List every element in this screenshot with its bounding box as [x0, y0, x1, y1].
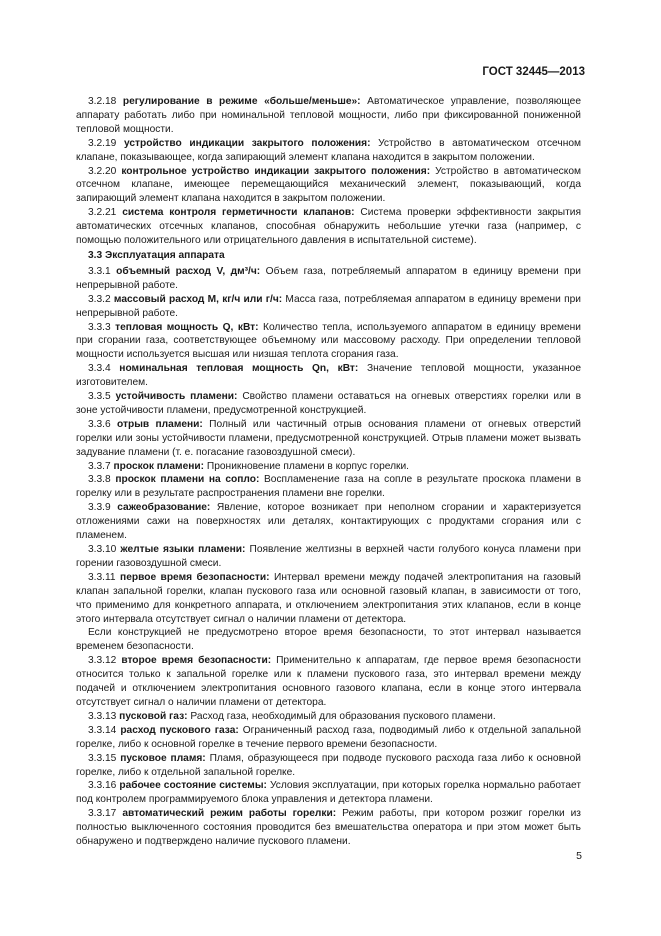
- term: проскок пламени:: [113, 460, 205, 472]
- term: устойчивость пламени:: [115, 391, 238, 403]
- definition-3-3-17: [76, 807, 581, 849]
- definition-3-3-12: [76, 654, 581, 710]
- definition-3-3-6: [76, 418, 581, 460]
- term: пусковое пламя:: [120, 752, 206, 764]
- definition-3-3-8: [76, 473, 581, 501]
- definition-text: Интервал времени между подачей электропитания на газовый клапан запальной горелки, клапан пускового газа или основной газовый клапан, в зависимости от того, что применимо для конкретного аппарата, и отключением электропитания этих клапанов, если в конце этого интервала отсутствует сигнал о наличии пламени от детектора.: [76, 571, 582, 625]
- term: желтые языки пламени:: [120, 544, 246, 555]
- definition-text: Масса газа, потребляемая аппаратом в единицу времени при непрерывной работе.: [76, 293, 581, 319]
- term: устройство индикации закрытого положения:: [123, 137, 371, 149]
- term: проскок пламени на сопло:: [115, 474, 260, 486]
- clause-number: 3.2.21: [88, 207, 117, 219]
- definition-3-2-20: [76, 165, 581, 207]
- term: второе время безопасности:: [121, 655, 272, 667]
- definition-3-3-9: [76, 501, 581, 543]
- clause-number: 3.3.17: [88, 808, 117, 820]
- clause-number: 3.3.3: [88, 321, 111, 333]
- term: первое время безопасности:: [120, 571, 270, 583]
- definition-text: Ограниченный расход газа, подводимый либо к отдельной запальной горелке, либо к основной горелке в течение первого времени безопасности.: [76, 724, 582, 750]
- definition-text: Система проверки эффективности закрытия автоматических отсечных клапанов, способная обнаружить небольшие утечки газа (например, с помощью положительного или отрицательного давления в испытательной системе).: [76, 207, 582, 247]
- clause-number: 3.3.11: [88, 571, 116, 583]
- definition-text: Устройство в автоматическом отсечном клапане, показывающее, когда запирающий элемент клапана находится в закрытом положении.: [76, 137, 581, 163]
- definition-text: Свойство пламени оставаться на огневых отверстиях горелки или в зоне устойчивости пламени, предусмотренной конструкцией.: [76, 391, 581, 416]
- definition-text: Расход газа, необходимый для образования пускового пламени.: [187, 710, 496, 722]
- clause-number: 3.3.2: [88, 293, 111, 305]
- definition-text: Если конструкцией не предусмотрено второе время безопасности, то этот интервал называется временем безопасности.: [76, 627, 581, 653]
- term: контрольное устройство индикации закрытого положения:: [121, 165, 431, 177]
- clause-number: 3.3.10: [88, 544, 117, 555]
- definition-3-3-16: [76, 779, 581, 807]
- definition-3-3-5: [76, 390, 581, 418]
- document-body: [76, 95, 581, 849]
- definition-text: Количество тепла, используемого аппаратом в единицу времени при сгорании газа, соответствующее объемному или массовому расходу. При определении тепловой мощности используется высшая или низшая теплота сгорания газа.: [76, 321, 581, 361]
- term: номинальная тепловая мощность Qn, кВт:: [119, 363, 359, 375]
- term: автоматический режим работы горелки:: [122, 808, 337, 820]
- clause-number: 3.3.4: [88, 363, 111, 375]
- clause-number: 3.2.18: [88, 96, 117, 107]
- clause-number: 3.3.5: [88, 391, 111, 403]
- clause-number: 3.2.20: [88, 165, 117, 177]
- clause-number: 3.3.16: [88, 780, 117, 792]
- clause-number: 3.3.14: [88, 724, 117, 736]
- definition-text: Условия эксплуатации, при которых горелка нормально работает под контролем программируемого блока управления и детектора пламени.: [76, 780, 581, 806]
- term: объемный расход V, дм³/ч:: [116, 265, 261, 277]
- definition-3-3-10: [76, 543, 581, 571]
- definition-3-3-7: [76, 460, 581, 474]
- definition-3-3-1: [76, 265, 581, 293]
- clause-number: 3.3.1: [88, 265, 111, 277]
- definition-text: Появление желтизны в верхней части голубого конуса пламени при горении газовоздушной смеси.: [76, 544, 581, 569]
- term: пусковой газ:: [119, 710, 188, 722]
- definition-3-3-2: [76, 293, 581, 321]
- term: регулирование в режиме «больше/меньше»:: [122, 96, 361, 107]
- definition-3-3-3: [76, 321, 581, 363]
- definition-text: Явление, которое возникает при неполном сгорании и характеризуется отложениями сажи на поверхностях или деталях, контактирующих с продуктами сгорания или с пламенем.: [76, 502, 581, 542]
- definition-text: Проникновение пламени в корпус горелки.: [204, 460, 409, 472]
- term: отрыв пламени:: [117, 418, 203, 430]
- clause-number: 3.3.15: [88, 752, 117, 764]
- definition-text: Автоматическое управление, позволяющее аппарату работать либо при номинальной тепловой мощности, либо при фиксированной пониженной тепловой мощности.: [76, 96, 582, 135]
- definition-text: Пламя, образующееся при подводе пускового расхода газа либо к основной горелке, либо к отдельной запальной горелке.: [76, 752, 581, 778]
- clause-number: 3.3.9: [88, 502, 111, 514]
- section-heading: 3.3 Эксплуатация аппарата: [88, 249, 225, 261]
- term: расход пускового газа:: [120, 724, 239, 736]
- definition-text: Полный или частичный отрыв основания пламени от огневых отверстий горелки или зоны устойчивости пламени, предусмотренной конструкцией. Отрыв пламени может вызвать задувание пламени (т. е. погасание газовоздушной смеси).: [76, 418, 581, 458]
- clause-number: 3.2.19: [88, 137, 117, 149]
- clause-number: 3.3.7: [88, 460, 111, 472]
- clause-number: 3.3.6: [88, 418, 111, 430]
- definition-3-2-19: [76, 137, 581, 165]
- page-number: 5: [576, 850, 582, 862]
- term: массовый расход M, кг/ч или г/ч:: [113, 293, 283, 305]
- definition-3-2-21: [76, 206, 581, 248]
- clause-number: 3.3.8: [88, 474, 111, 486]
- clause-number: 3.3.13: [88, 710, 117, 722]
- clause-number: 3.3.12: [88, 655, 117, 667]
- definition-3-3-11: [76, 571, 581, 627]
- term: система контроля герметичности клапанов:: [122, 207, 355, 219]
- definition-3-3-4: [76, 362, 581, 390]
- term: тепловая мощность Q, кВт:: [115, 321, 259, 333]
- definition-text: Объем газа, потребляемый аппаратом в единицу времени при непрерывной работе.: [76, 265, 581, 291]
- definition-text: Значение тепловой мощности, указанное изготовителем.: [76, 363, 581, 389]
- definition-text: Воспламенение газа на сопле в результате проскока пламени в горелку или в результате распространения пламени вне горелки.: [76, 474, 581, 500]
- document-header: ГОСТ 32445—2013: [482, 66, 585, 78]
- definition-text: Применительно к аппаратам, где первое время безопасности относится только к запальной горелке или к пламени пускового газа, это интервал времени между подачей и отключением электропитания основного газового клапана, если в конце этого интервала отсутствует сигнал о наличии пламени от детектора.: [76, 655, 581, 708]
- definition-3-3-13: [76, 710, 581, 724]
- definition-text: Устройство в автоматическом отсечном клапане, имеющее перемещающийся механический элемент, показывающий, когда запирающий элемент клапана находится в закрытом положении.: [76, 165, 581, 205]
- definition-3-3-14: [76, 724, 581, 752]
- definition-text: Режим работы, при котором розжиг горелки из полностью выключенного состояния проводится без вмешательства оператора и при этом может быть обнаружено и подтверждено наличие пускового пламени.: [76, 808, 581, 848]
- note-paragraph: [76, 626, 581, 654]
- term: рабочее состояние системы:: [119, 780, 267, 792]
- definition-3-2-18: [76, 95, 581, 137]
- definition-3-3-15: [76, 752, 581, 780]
- term: сажеобразование:: [117, 502, 211, 514]
